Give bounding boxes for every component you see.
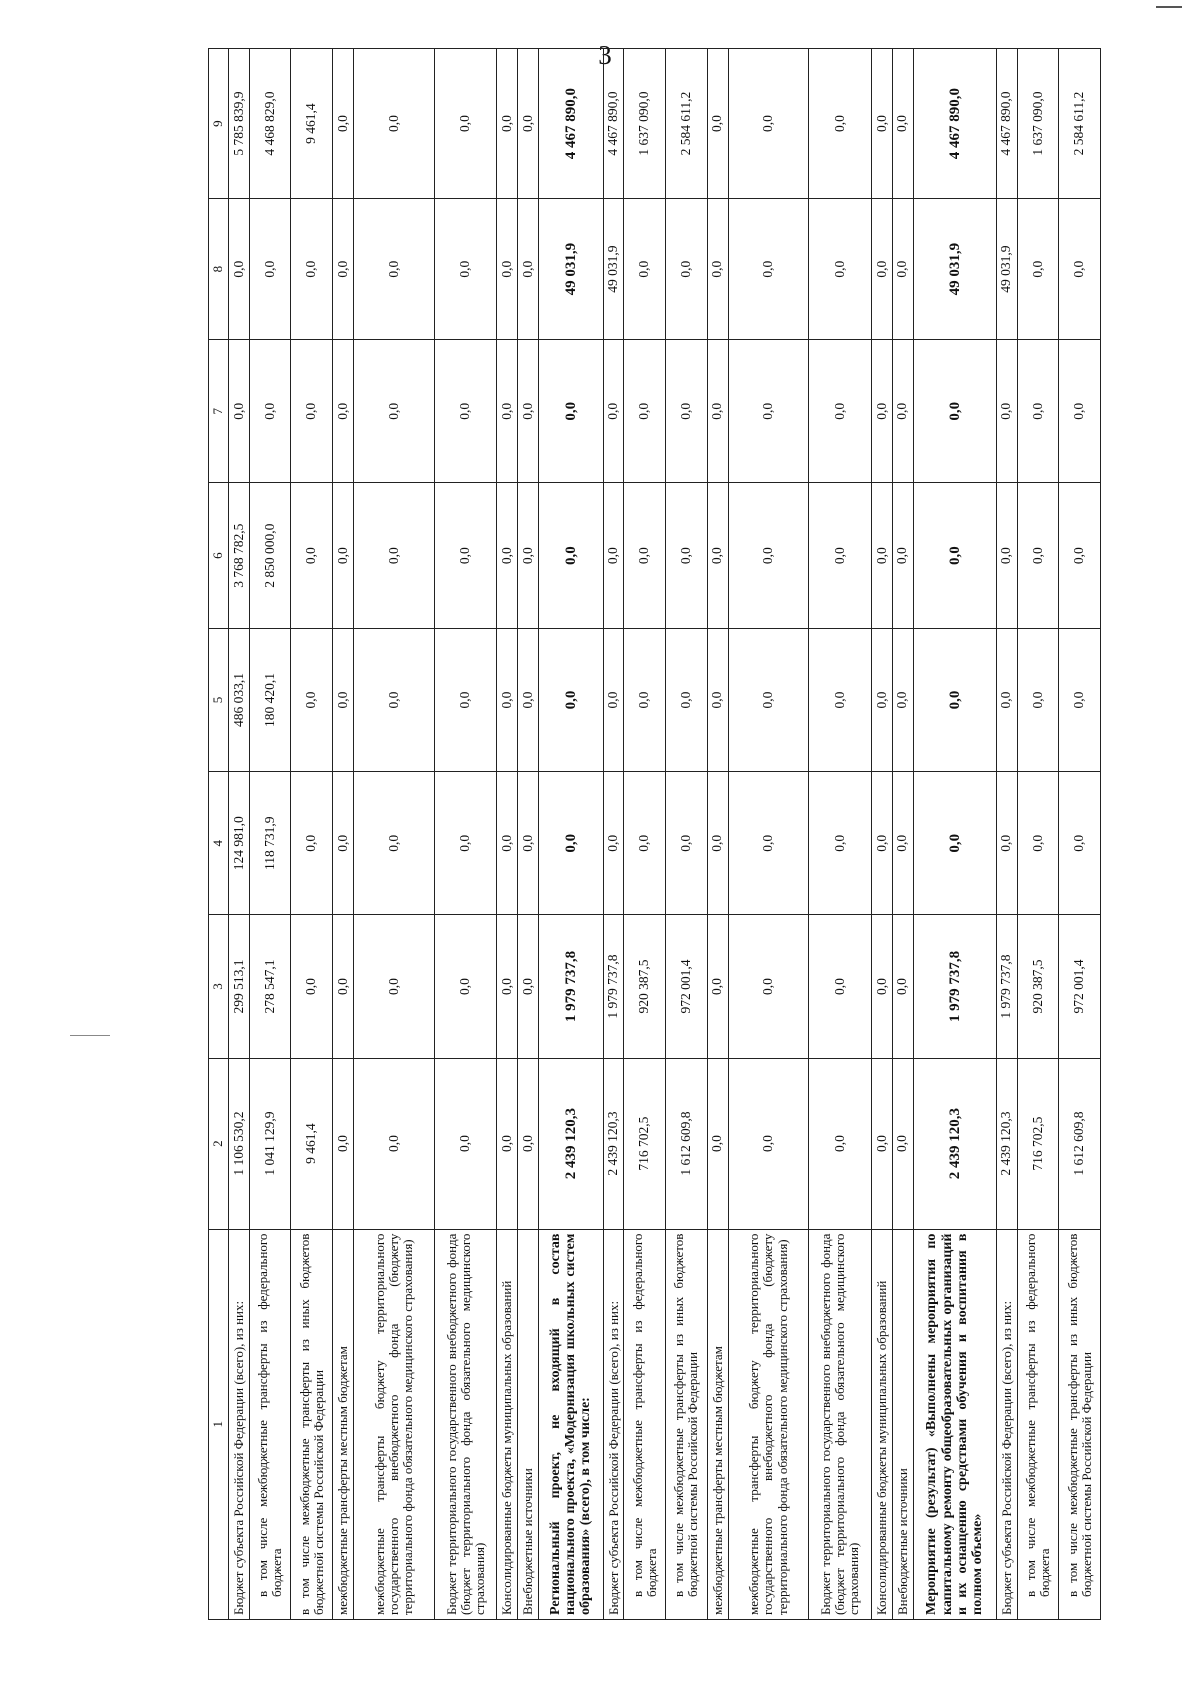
- table-cell: 0,0: [353, 340, 434, 483]
- table-cell: 1 637 090,0: [1017, 49, 1059, 199]
- table-cell: 0,0: [434, 199, 496, 340]
- table-cell: 0,0: [518, 772, 539, 915]
- table-cell: 0,0: [892, 340, 913, 483]
- table-cell: 0,0: [666, 628, 708, 771]
- row-label: Бюджет территориального государственного внебюджетного фонда (бюджет территориального фонда обязательного медицинского страхования): [809, 1229, 871, 1619]
- row-label: Внебюджетные источники: [518, 1229, 539, 1619]
- table-cell: 0,0: [809, 772, 871, 915]
- table-cell: 0,0: [229, 340, 250, 483]
- row-label: Консолидированные бюджеты муниципальных образований: [497, 1229, 518, 1619]
- table-cell: 0,0: [1017, 340, 1059, 483]
- table-cell: 0,0: [871, 49, 892, 199]
- table-cell: 0,0: [624, 772, 666, 915]
- table-cell: 716 702,5: [1017, 1058, 1059, 1229]
- table-cell: 0,0: [1059, 628, 1101, 771]
- header-row: [209, 49, 229, 1620]
- table-cell: 0,0: [666, 340, 708, 483]
- table-cell: 49 031,9: [913, 199, 996, 340]
- table-cell: 49 031,9: [603, 199, 624, 340]
- table-cell: 0,0: [603, 628, 624, 771]
- column-header: 6: [209, 483, 229, 629]
- table-row: [249, 49, 291, 1620]
- table-cell: 0,0: [666, 772, 708, 915]
- row-label: межбюджетные трансферты бюджету территориального государственного внебюджетного фонда (бюджету территориального фонда обязательного медицинского страхования): [728, 1229, 809, 1619]
- table-cell: 0,0: [434, 1058, 496, 1229]
- table-cell: 0,0: [434, 340, 496, 483]
- table-cell: 0,0: [333, 772, 354, 915]
- table-cell: 0,0: [666, 483, 708, 629]
- table-cell: 0,0: [809, 628, 871, 771]
- row-label: в том числе межбюджетные трансферты из федерального бюджета: [249, 1229, 291, 1619]
- table-cell: 0,0: [333, 199, 354, 340]
- table-cell: 972 001,4: [666, 915, 708, 1058]
- table-cell: 0,0: [353, 915, 434, 1058]
- table-cell: 1 637 090,0: [624, 49, 666, 199]
- table-cell: 0,0: [666, 199, 708, 340]
- table-cell: 2 584 611,2: [666, 49, 708, 199]
- table-cell: 2 439 120,3: [996, 1058, 1017, 1229]
- row-label: Мероприятие (результат) «Выполнены мероприятия по капитальному ремонту общеобразовательных организаций и их оснащению средствами обучения и воспитания в полном объеме»: [913, 1229, 996, 1619]
- table-cell: 0,0: [871, 1058, 892, 1229]
- table-cell: 1 979 737,8: [603, 915, 624, 1058]
- table-cell: 1 612 609,8: [1059, 1058, 1101, 1229]
- table-row: [518, 49, 539, 1620]
- table-cell: 0,0: [291, 915, 333, 1058]
- table-cell: 2 850 000,0: [249, 483, 291, 629]
- table-row: [809, 49, 871, 1620]
- table-cell: 920 387,5: [1017, 915, 1059, 1058]
- table-cell: 0,0: [871, 483, 892, 629]
- table-cell: 0,0: [728, 483, 809, 629]
- table-row: [353, 49, 434, 1620]
- table-cell: 0,0: [497, 772, 518, 915]
- table-cell: 0,0: [728, 915, 809, 1058]
- table-cell: 0,0: [353, 49, 434, 199]
- table-cell: 0,0: [434, 628, 496, 771]
- table-cell: 0,0: [624, 340, 666, 483]
- table-cell: 0,0: [1017, 199, 1059, 340]
- table-cell: 4 467 890,0: [913, 49, 996, 199]
- table-cell: 0,0: [624, 483, 666, 629]
- table-cell: 0,0: [809, 1058, 871, 1229]
- row-label: межбюджетные трансферты местным бюджетам: [333, 1229, 354, 1619]
- row-label: в том числе межбюджетные трансферты из федерального бюджета: [1017, 1229, 1059, 1619]
- table-cell: 1 106 530,2: [229, 1058, 250, 1229]
- table-cell: 0,0: [913, 483, 996, 629]
- table-cell: 1 979 737,8: [913, 915, 996, 1058]
- column-header: 1: [209, 1229, 229, 1619]
- table-cell: 0,0: [434, 772, 496, 915]
- table-cell: 0,0: [518, 199, 539, 340]
- table-cell: 0,0: [1059, 772, 1101, 915]
- table-cell: 0,0: [809, 483, 871, 629]
- table-row: [497, 49, 518, 1620]
- table-cell: 486 033,1: [229, 628, 250, 771]
- column-header: 3: [209, 915, 229, 1058]
- table-cell: 0,0: [333, 483, 354, 629]
- table-cell: 0,0: [728, 772, 809, 915]
- row-label: в том числе межбюджетные трансферты из федерального бюджета: [624, 1229, 666, 1619]
- table-cell: 0,0: [707, 483, 728, 629]
- row-label: в том числе межбюджетные трансферты из иных бюджетов бюджетной системы Российской Федерации: [666, 1229, 708, 1619]
- table-cell: 0,0: [996, 483, 1017, 629]
- table-cell: 0,0: [809, 199, 871, 340]
- table-cell: 0,0: [538, 483, 603, 629]
- table-cell: 0,0: [913, 340, 996, 483]
- table-cell: 0,0: [1017, 483, 1059, 629]
- table-cell: 0,0: [1059, 340, 1101, 483]
- table-cell: 0,0: [728, 628, 809, 771]
- table-cell: 972 001,4: [1059, 915, 1101, 1058]
- row-label: межбюджетные трансферты местным бюджетам: [707, 1229, 728, 1619]
- table-cell: 1 612 609,8: [666, 1058, 708, 1229]
- table-row: [603, 49, 624, 1620]
- table-cell: 0,0: [1059, 483, 1101, 629]
- table-cell: 0,0: [291, 199, 333, 340]
- row-label: Региональный проект, не входящий в состав национального проекта, «Модернизация школьных систем образования» (всего), в том числе:: [538, 1229, 603, 1619]
- table-cell: 0,0: [497, 915, 518, 1058]
- table-cell: 2 584 611,2: [1059, 49, 1101, 199]
- table-cell: 0,0: [892, 772, 913, 915]
- table-cell: 0,0: [1017, 772, 1059, 915]
- table-cell: 0,0: [871, 628, 892, 771]
- table-cell: 0,0: [497, 628, 518, 771]
- table-cell: 0,0: [707, 340, 728, 483]
- table-cell: 0,0: [538, 772, 603, 915]
- table-cell: 0,0: [333, 1058, 354, 1229]
- table-cell: 0,0: [892, 628, 913, 771]
- table-cell: 49 031,9: [996, 199, 1017, 340]
- table-cell: 49 031,9: [538, 199, 603, 340]
- table-cell: 0,0: [913, 628, 996, 771]
- table-cell: 0,0: [624, 628, 666, 771]
- table-row: [538, 49, 603, 1620]
- table-cell: 0,0: [1059, 199, 1101, 340]
- table-row: [666, 49, 708, 1620]
- table-cell: 0,0: [871, 915, 892, 1058]
- table-cell: 0,0: [434, 49, 496, 199]
- column-header: 8: [209, 199, 229, 340]
- table-cell: 2 439 120,3: [538, 1058, 603, 1229]
- table-cell: 0,0: [291, 772, 333, 915]
- table-cell: 0,0: [728, 49, 809, 199]
- table-cell: 5 785 839,9: [229, 49, 250, 199]
- table-cell: 0,0: [291, 483, 333, 629]
- table-row: [1059, 49, 1101, 1620]
- table-cell: 124 981,0: [229, 772, 250, 915]
- table-cell: 4 467 890,0: [996, 49, 1017, 199]
- table-cell: 0,0: [518, 628, 539, 771]
- table-cell: 0,0: [892, 483, 913, 629]
- table-cell: 0,0: [892, 199, 913, 340]
- row-label: Бюджет субъекта Российской Федерации (всего), из них:: [229, 1229, 250, 1619]
- table-cell: 0,0: [497, 483, 518, 629]
- table-cell: 0,0: [728, 1058, 809, 1229]
- table-cell: 1 979 737,8: [996, 915, 1017, 1058]
- table-cell: 2 439 120,3: [603, 1058, 624, 1229]
- table-cell: 0,0: [353, 628, 434, 771]
- table-cell: 2 439 120,3: [913, 1058, 996, 1229]
- table-row: [1017, 49, 1059, 1620]
- column-header: 2: [209, 1058, 229, 1229]
- table-cell: 0,0: [229, 199, 250, 340]
- table-cell: 0,0: [871, 772, 892, 915]
- row-label: Бюджет субъекта Российской Федерации (всего), из них:: [996, 1229, 1017, 1619]
- table-cell: 0,0: [353, 199, 434, 340]
- table-row: [624, 49, 666, 1620]
- column-header: 7: [209, 340, 229, 483]
- column-header: 5: [209, 628, 229, 771]
- row-label: межбюджетные трансферты бюджету территориального государственного внебюджетного фонда (бюджету территориального фонда обязательного медицинского страхования): [353, 1229, 434, 1619]
- table-cell: 0,0: [291, 340, 333, 483]
- column-header: 4: [209, 772, 229, 915]
- table-cell: 0,0: [728, 340, 809, 483]
- table-cell: 278 547,1: [249, 915, 291, 1058]
- table-cell: 0,0: [871, 199, 892, 340]
- table-cell: 0,0: [603, 483, 624, 629]
- table-cell: 0,0: [809, 49, 871, 199]
- table-cell: 180 420,1: [249, 628, 291, 771]
- table-cell: 0,0: [603, 340, 624, 483]
- table-cell: 0,0: [518, 340, 539, 483]
- row-label: Консолидированные бюджеты муниципальных образований: [871, 1229, 892, 1619]
- table-cell: 0,0: [707, 1058, 728, 1229]
- table-cell: 0,0: [497, 340, 518, 483]
- table-cell: 0,0: [871, 340, 892, 483]
- table-row: [229, 49, 250, 1620]
- table-cell: 0,0: [996, 340, 1017, 483]
- table-cell: 4 467 890,0: [538, 49, 603, 199]
- table-cell: 0,0: [333, 915, 354, 1058]
- table-cell: 0,0: [913, 772, 996, 915]
- table-cell: 0,0: [707, 199, 728, 340]
- table-cell: 299 513,1: [229, 915, 250, 1058]
- table-cell: 1 041 129,9: [249, 1058, 291, 1229]
- table-cell: 0,0: [1017, 628, 1059, 771]
- table-cell: 3 768 782,5: [229, 483, 250, 629]
- row-label: Внебюджетные источники: [892, 1229, 913, 1619]
- table-cell: 0,0: [497, 49, 518, 199]
- table-cell: 0,0: [996, 628, 1017, 771]
- table-cell: 0,0: [809, 915, 871, 1058]
- table-cell: 1 979 737,8: [538, 915, 603, 1058]
- table-cell: 0,0: [518, 483, 539, 629]
- table-row: [728, 49, 809, 1620]
- table-cell: 0,0: [333, 628, 354, 771]
- row-label: Бюджет территориального государственного внебюджетного фонда (бюджет территориального фонда обязательного медицинского страхования): [434, 1229, 496, 1619]
- table-cell: 0,0: [728, 199, 809, 340]
- table-row: [434, 49, 496, 1620]
- table-cell: 920 387,5: [624, 915, 666, 1058]
- budget-table: [208, 48, 1101, 1620]
- table-cell: 118 731,9: [249, 772, 291, 915]
- table-cell: 0,0: [518, 915, 539, 1058]
- page-number: 3: [598, 40, 612, 70]
- table-cell: 0,0: [291, 628, 333, 771]
- table-cell: 0,0: [249, 340, 291, 483]
- table-cell: 0,0: [707, 628, 728, 771]
- table-cell: 0,0: [996, 772, 1017, 915]
- table-cell: 0,0: [497, 199, 518, 340]
- table-cell: 9 461,4: [291, 49, 333, 199]
- row-label: Бюджет субъекта Российской Федерации (всего), из них:: [603, 1229, 624, 1619]
- table-cell: 0,0: [892, 49, 913, 199]
- table-cell: 9 461,4: [291, 1058, 333, 1229]
- table-row: [996, 49, 1017, 1620]
- table-cell: 4 467 890,0: [603, 49, 624, 199]
- table-cell: 0,0: [707, 772, 728, 915]
- table-cell: 0,0: [518, 49, 539, 199]
- table-cell: 0,0: [892, 915, 913, 1058]
- table-cell: 0,0: [624, 199, 666, 340]
- table-cell: 0,0: [603, 772, 624, 915]
- table-row: [892, 49, 913, 1620]
- column-header: 9: [209, 49, 229, 199]
- table-cell: 0,0: [434, 483, 496, 629]
- table-cell: 0,0: [518, 1058, 539, 1229]
- table-cell: 0,0: [434, 915, 496, 1058]
- table-row: [291, 49, 333, 1620]
- table-cell: 4 468 829,0: [249, 49, 291, 199]
- table-cell: 0,0: [707, 49, 728, 199]
- table-cell: 0,0: [497, 1058, 518, 1229]
- table-cell: 0,0: [353, 772, 434, 915]
- table-cell: 0,0: [353, 483, 434, 629]
- table-cell: 0,0: [707, 915, 728, 1058]
- table-cell: 0,0: [353, 1058, 434, 1229]
- table-row: [333, 49, 354, 1620]
- table-cell: 0,0: [809, 340, 871, 483]
- row-label: в том числе межбюджетные трансферты из иных бюджетов бюджетной системы Российской Федерации: [291, 1229, 333, 1619]
- table-row: [707, 49, 728, 1620]
- row-label: в том числе межбюджетные трансферты из иных бюджетов бюджетной системы Российской Федерации: [1059, 1229, 1101, 1619]
- table-row: [913, 49, 996, 1620]
- table-cell: 0,0: [333, 340, 354, 483]
- table-cell: 0,0: [538, 628, 603, 771]
- table-cell: 0,0: [538, 340, 603, 483]
- table-cell: 0,0: [249, 199, 291, 340]
- table-cell: 0,0: [892, 1058, 913, 1229]
- table-cell: 716 702,5: [624, 1058, 666, 1229]
- table-row: [871, 49, 892, 1620]
- table-cell: 0,0: [333, 49, 354, 199]
